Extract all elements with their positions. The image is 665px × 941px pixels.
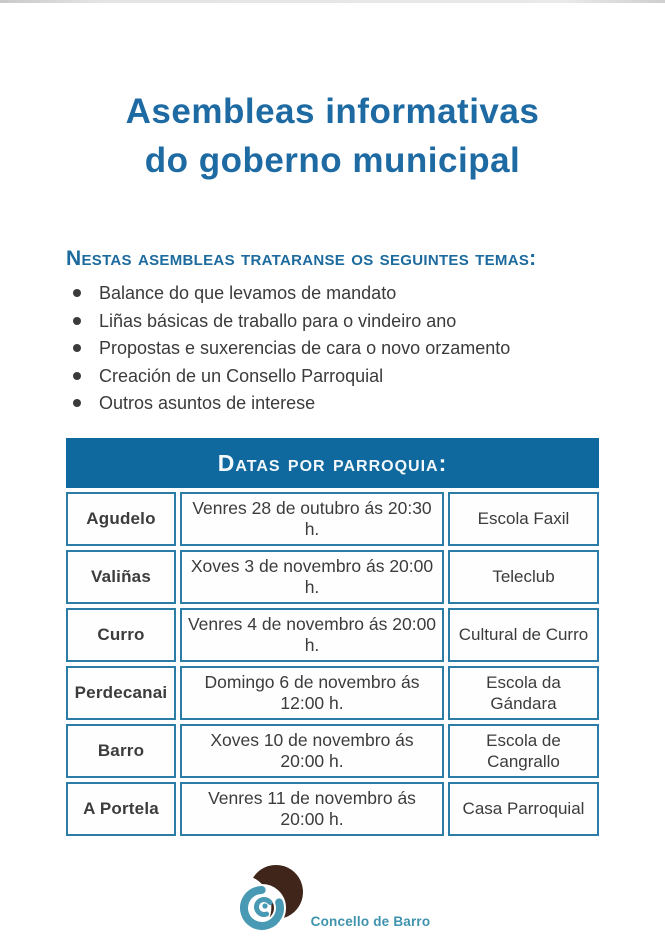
topics-heading: Nestas asembleas trataranse os seguintes temas: — [66, 247, 537, 270]
list-item — [66, 390, 599, 418]
schedule-table-body — [66, 492, 599, 836]
list-item — [66, 308, 599, 336]
topic-text: Balance do que levamos de mandato — [99, 283, 397, 303]
topic-text: Liñas básicas de traballo para o vindeiro ano — [99, 310, 457, 331]
footer-logo — [0, 862, 665, 938]
page-title — [0, 87, 665, 185]
venue-cell: Cultural de Curro — [448, 608, 599, 662]
datetime-cell: Xoves 10 de novembro ás 20:00 h. — [180, 724, 444, 778]
list-item — [66, 335, 599, 363]
schedule-table — [66, 438, 599, 836]
parish-cell: Perdecanai — [66, 666, 176, 720]
datetime-cell: Xoves 3 de novembro ás 20:00 h. — [180, 550, 444, 604]
parish-cell: A Portela — [66, 782, 176, 836]
venue-cell: Teleclub — [448, 550, 599, 604]
datetime-cell: Venres 28 de outubro ás 20:30 h. — [180, 492, 444, 546]
bullet-icon — [73, 317, 81, 325]
page-title-line1: Asembleas informativas — [125, 92, 540, 131]
venue-cell: Escola de Cangrallo — [448, 724, 599, 778]
topic-text: Creación de un Consello Parroquial — [99, 365, 384, 386]
photo-top-edge — [0, 0, 665, 3]
page-title-line2: do goberno municipal — [144, 141, 521, 180]
topics-section — [66, 247, 599, 418]
topic-text: Propostas e suxerencias de cara o novo orzamento — [99, 338, 511, 358]
bullet-icon — [73, 289, 81, 297]
datetime-cell: Venres 4 de novembro ás 20:00 h. — [180, 608, 444, 662]
logo-text: Concello de Barro — [310, 913, 431, 929]
venue-cell: Escola Faxil — [448, 492, 599, 546]
topic-text: Outros asuntos de interese — [99, 393, 316, 413]
list-item — [66, 280, 599, 308]
topics-list — [66, 280, 599, 418]
venue-cell: Escola da Gándara — [448, 666, 599, 720]
list-item — [66, 363, 599, 391]
bullet-icon — [73, 399, 81, 407]
datetime-cell: Venres 11 de novembro ás 20:00 h. — [180, 782, 444, 836]
datetime-cell: Domingo 6 de novembro ás 12:00 h. — [180, 666, 444, 720]
bullet-icon — [73, 344, 81, 352]
parish-cell: Curro — [66, 608, 176, 662]
parish-cell: Agudelo — [66, 492, 176, 546]
parish-cell: Valiñas — [66, 550, 176, 604]
parish-cell: Barro — [66, 724, 176, 778]
bullet-icon — [73, 372, 81, 380]
schedule-table-header: Datas por parroquia: — [66, 438, 599, 488]
concello-de-barro-logo-icon — [235, 862, 309, 938]
venue-cell: Casa Parroquial — [448, 782, 599, 836]
